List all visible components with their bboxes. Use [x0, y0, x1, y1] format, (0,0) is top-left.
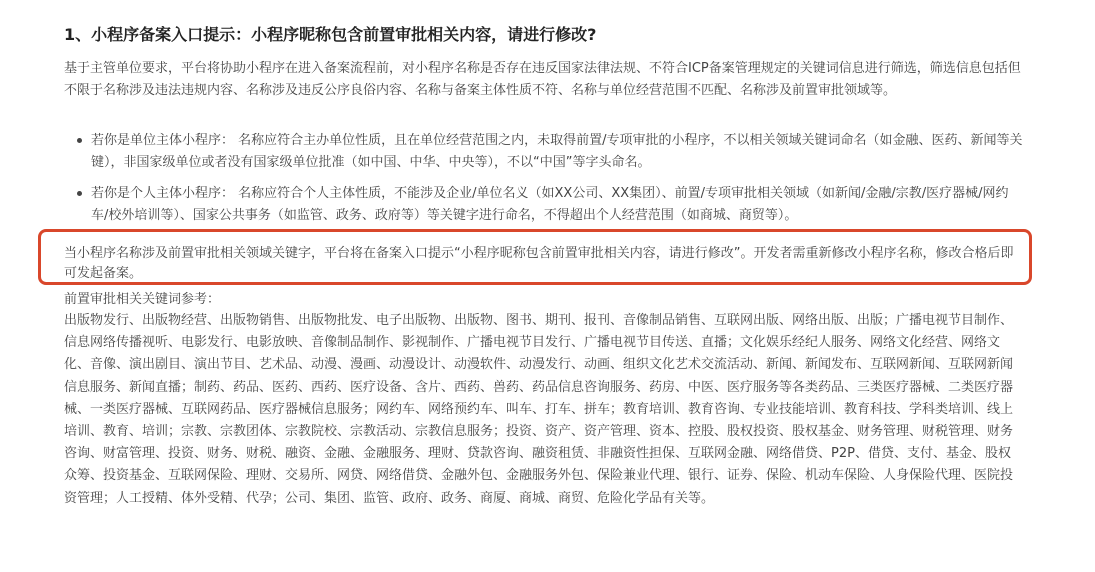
bullet-dot-icon	[77, 191, 82, 196]
section-heading: 1、小程序备案入口提示：小程序昵称包含前置审批相关内容，请进行修改?	[64, 25, 597, 44]
list-item	[64, 183, 1024, 226]
bullet-text-personal: 若你是个人主体小程序： 名称应符合个人主体性质，不能涉及企业/单位名义（如XX公司、XX集团）、前置/专项审批相关领域（如新闻/金融/宗教/医疗器械/网约车/校外培训等）、国家公共事务（如监管、政务、政府等）等关键字进行命名，不得超出个人经营范围（如商城、商贸等）。	[91, 186, 1009, 223]
rules-list	[64, 130, 1024, 236]
intro-paragraph: 基于主管单位要求，平台将协助小程序在进入备案流程前，对小程序名称是否存在违反国家法律法规、不符合ICP备案管理规定的关键词信息进行筛选，筛选信息包括但不限于名称涉及违法违规内容、名称涉及违反公序良俗内容、名称与备案主体性质不符、名称与单位经营范围不匹配、名称涉及前置审批领域等。	[64, 61, 1021, 98]
bullet-text-unit: 若你是单位主体小程序： 名称应符合主办单位性质，且在单位经营范围之内，未取得前置/专项审批的小程序，不以相关领域关键词命名（如金融、医药、新闻等关键），非国家级单位或者没有国家级单位批准（如中国、中华、中央等），不以“中国”等字头命名。	[91, 133, 1023, 170]
keywords-paragraph: 出版物发行、出版物经营、出版物销售、出版物批发、电子出版物、出版物、图书、期刊、报刊、音像制品销售、互联网出版、网络出版、出版；广播电视节目制作、信息网络传播视听、电影发行、电影放映、音像制品制作、影视制作、广播电视节目发行、广播电视节目传送、直播；文化娱乐经纪人服务、网络文化经营、网络文化、音像、演出剧目、演出节目、艺术品、动漫、漫画、动漫设计、动漫软件、动漫发行、动画、组织文化艺术交流活动、新闻、新闻发布、互联网新闻、互联网新闻信息服务、新闻直播；制药、药品、医药、西药、医疗设备、含片、西药、兽药、药品信息咨询服务、药房、中医、医疗服务等各类药品、三类医疗器械、二类医疗器械、一类医疗器械、互联网药品、医疗器械信息服务；网约车、网络预约车、叫车、打车、拼车；教育培训、教育咨询、专业技能培训、教育科技、学科类培训、线上培训、教育、培训；宗教、宗教团体、宗教院校、宗教活动、宗教信息服务；投资、资产、资产管理、资本、控股、股权投资、股权基金、财务管理、财税管理、财务咨询、财富管理、投资、财务、财税、融资、金融、金融服务、理财、贷款咨询、融资租赁、非融资性担保、互联网金融、网络借贷、P2P、借贷、支付、基金、股权众筹、投资基金、互联网保险、理财、交易所、网贷、网络借贷、金融外包、金融服务外包、保险兼业代理、银行、证券、保险、机动车保险、人身保险代理、医院投资管理；人工授精、体外受精、代孕；公司、集团、监管、政府、政务、商厦、商城、商贸、危险化学品有关等。	[64, 313, 1014, 506]
list-item	[64, 130, 1024, 173]
highlight-paragraph: 当小程序名称涉及前置审批相关领域关键字，平台将在备案入口提示“小程序昵称包含前置审批相关内容，请进行修改”。开发者需重新修改小程序名称，修改合格后即可发起备案。	[64, 246, 1014, 281]
keywords-title: 前置审批相关关键词参考：	[64, 292, 221, 307]
bullet-dot-icon	[77, 138, 82, 143]
